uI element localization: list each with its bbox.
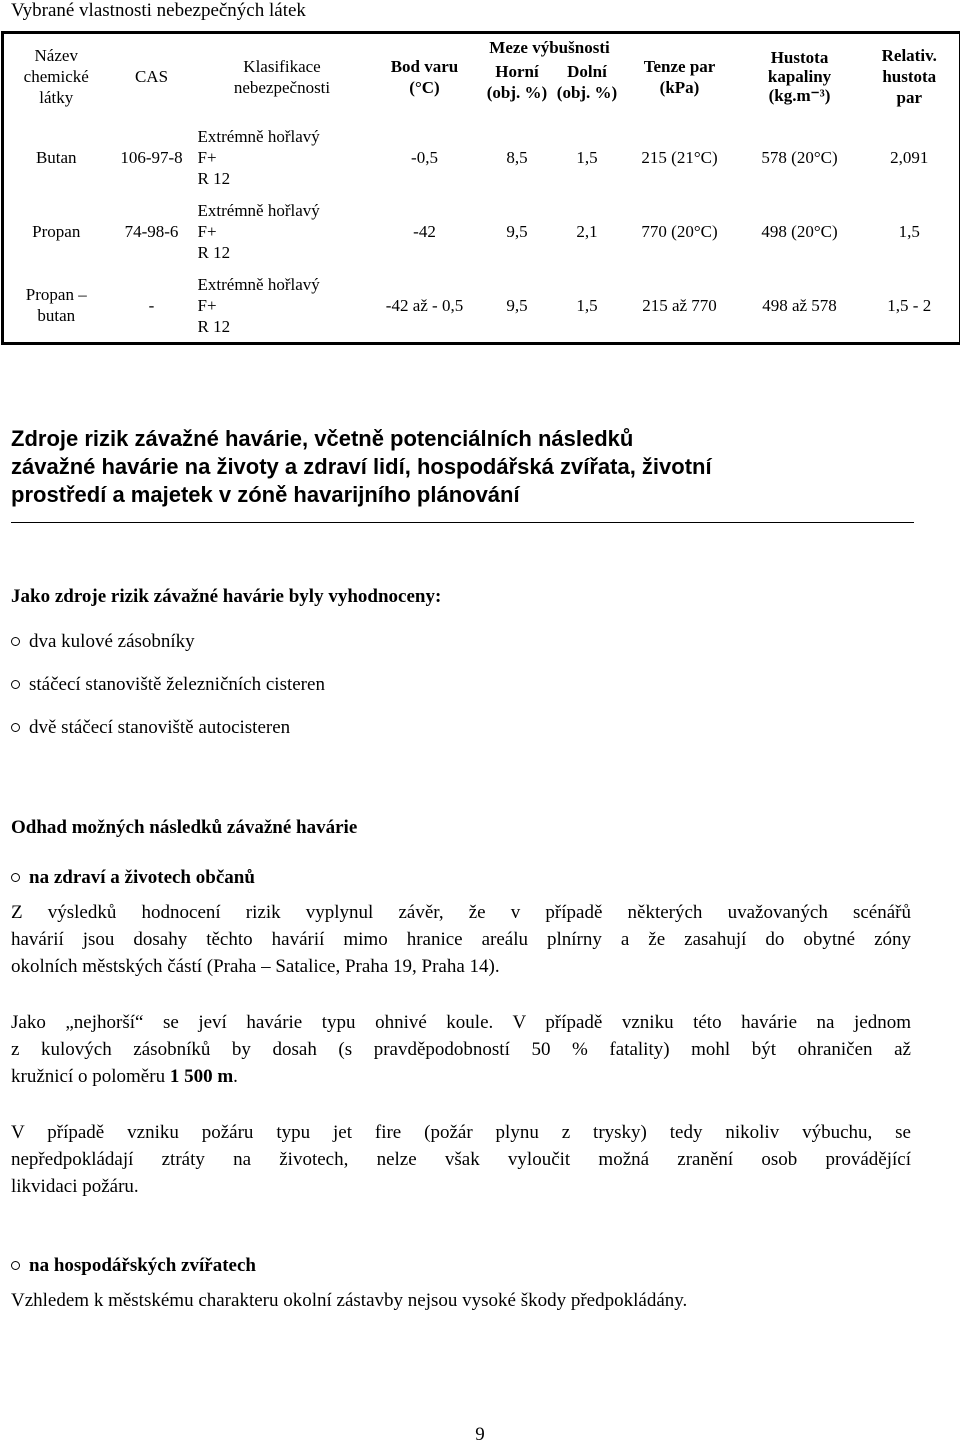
cell-classification: Extrémně hořlavý F+ R 12: [197, 201, 320, 263]
cell-lower: 2,1: [576, 222, 598, 242]
cell-classification: Extrémně hořlavý F+ R 12: [197, 126, 320, 188]
list-item: dvě stáčecí stanoviště autocisteren: [11, 716, 290, 740]
animals-paragraph: Vzhledem k městskému charakteru okolní zástavby nejsou vysoké škody předpokládány.: [11, 1290, 688, 1311]
cell-density: 498 (20°C): [761, 222, 838, 242]
subsection-animals: na hospodářských zvířatech: [11, 1254, 256, 1278]
cell-upper: 9,5: [506, 295, 528, 315]
header-classification: Klasifikace nebezpečnosti: [233, 56, 331, 97]
health-paragraph-1: Z výsledků hodnocení rizik vyplynul závěr, že v případě některých uvažovaných scénářů havárií jsou dosahy těchto havárií mimo hranice areálu plnírny a že zasahují do obytné zóny okolních městských částí (Praha – Satalice, Praha 19, Praha 14).: [11, 902, 911, 977]
cell-cas: -: [148, 295, 155, 315]
cell-vapor: 770 (20°C): [641, 222, 718, 242]
consequences-title: Odhad možných následků závažné havárie: [11, 817, 358, 838]
bullet-icon: [11, 873, 20, 882]
cell-relative: 1,5: [898, 222, 920, 242]
cell-boiling: -42: [413, 222, 436, 242]
cell-name: Propan – butan: [25, 285, 87, 326]
sources-title: Jako zdroje rizik závažné havárie byly vyhodnoceny:: [11, 586, 442, 607]
header-explosive-limits: Meze výbušnosti: [489, 38, 610, 58]
cell-vapor: 215 (21°C): [641, 147, 718, 167]
header-name: Název chemické látky: [23, 46, 89, 108]
cell-cas: 106-97-8: [120, 147, 183, 167]
cell-boiling: -0,5: [411, 147, 438, 167]
cell-cas: 74-98-6: [124, 222, 179, 242]
bullet-icon: [11, 680, 20, 689]
cell-boiling: -42 až - 0,5: [385, 295, 464, 315]
table-row: [3, 269, 960, 344]
header-relative-density: Relativ. hustota par: [881, 46, 937, 108]
cell-vapor: 215 až 770: [642, 295, 717, 315]
subsection-health: na zdraví a životech občanů: [11, 866, 255, 890]
list-item: stáčecí stanoviště železničních cisteren: [11, 673, 325, 697]
header-upper-limit: Horní (obj. %): [486, 62, 548, 103]
cell-relative: 1,5 - 2: [887, 295, 932, 315]
heading-underline: [11, 522, 914, 523]
properties-table: [1, 31, 960, 345]
cell-density: 578 (20°C): [761, 147, 838, 167]
bullet-icon: [11, 1261, 20, 1270]
cell-classification: Extrémně hořlavý F+ R 12: [197, 274, 320, 336]
cell-lower: 1,5: [576, 147, 598, 167]
cell-upper: 9,5: [506, 222, 528, 242]
health-paragraph-3: V případě vzniku požáru typu jet fire (požár plynu z trysky) tedy nikoliv výbuchu, se nepředpokládají ztráty na životech, nelze však vyloučit možná zranění osob provádějící likvidaci požáru.: [11, 1122, 911, 1197]
header-lower-limit: Dolní (obj. %): [556, 62, 618, 103]
bullet-icon: [11, 637, 20, 646]
header-boiling-point: Bod varu (°C): [390, 56, 459, 97]
cell-name: Propan: [32, 222, 81, 242]
cell-lower: 1,5: [576, 295, 598, 315]
cell-name: Butan: [35, 147, 77, 167]
radius-value: 1 500 m: [169, 1066, 234, 1087]
health-paragraph-2: Jako „nejhorší“ se jeví havárie typu ohnivé koule. V případě vzniku této havárie na jednom z kulových zásobníků by dosah (s pravděpodobností 50 % fatality) mohl být ohraničen až kružnicí o poloměru 1 500 m.: [11, 1012, 911, 1087]
cell-upper: 8,5: [506, 147, 528, 167]
header-cas: CAS: [134, 67, 169, 87]
header-liquid-density: Hustota kapaliny (kg.m⁻³): [767, 48, 832, 106]
cell-density: 498 až 578: [762, 295, 837, 315]
page-number: 9: [475, 1424, 485, 1445]
header-vapor-pressure: Tenze par (kPa): [643, 56, 716, 97]
section-heading: Zdroje rizik závažné havárie, včetně potenciálních následků závažné havárie na životy a zdraví lidí, hospodářská zvířata, životní prostředí a majetek v zóně havarijního plánování: [11, 426, 712, 507]
page-title: Vybrané vlastnosti nebezpečných látek: [11, 0, 306, 21]
table-row: [3, 194, 960, 269]
bullet-icon: [11, 723, 20, 732]
cell-relative: 2,091: [890, 147, 929, 167]
table-row: [3, 120, 960, 195]
list-item: dva kulové zásobníky: [11, 630, 195, 654]
